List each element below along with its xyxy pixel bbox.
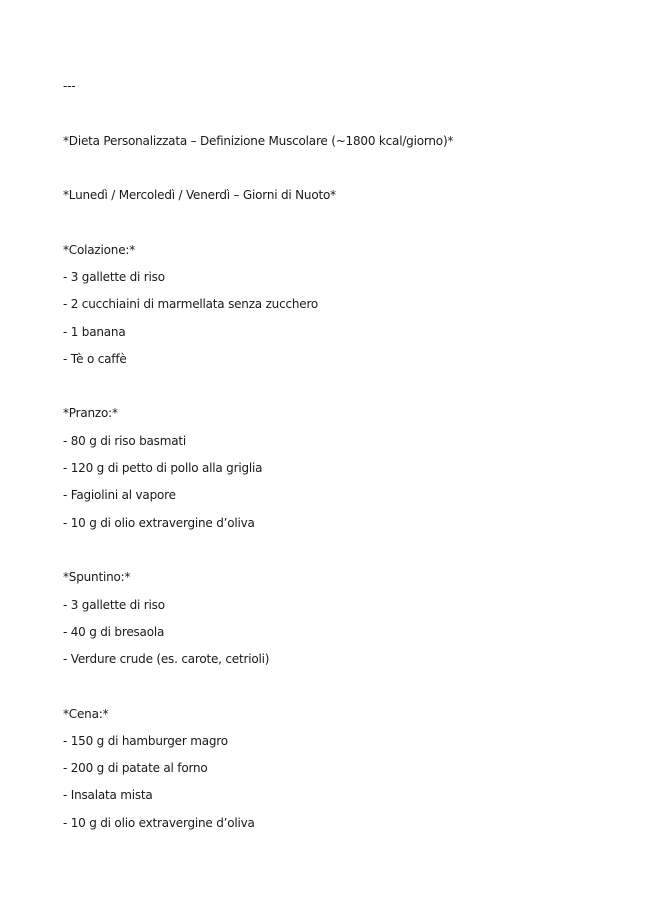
section-heading-colazione: *Colazione:*: [63, 243, 136, 257]
section-heading-spuntino: *Spuntino:*: [63, 570, 131, 584]
list-item: - 80 g di riso basmati: [63, 434, 187, 448]
section-heading-cena: *Cena:*: [63, 707, 109, 721]
list-item: - 40 g di bresaola: [63, 625, 165, 639]
section-heading-pranzo: *Pranzo:*: [63, 406, 118, 420]
list-item: - 10 g di olio extravergine d’oliva: [63, 816, 255, 830]
list-item: - 1 banana: [63, 325, 126, 339]
list-item: - Verdure crude (es. carote, cetrioli): [63, 652, 270, 666]
list-item: - 200 g di patate al forno: [63, 761, 208, 775]
list-item: - 120 g di petto di pollo alla griglia: [63, 461, 263, 475]
list-item: - Insalata mista: [63, 788, 153, 802]
document-subtitle: *Lunedì / Mercoledì / Venerdì – Giorni di Nuoto*: [63, 188, 336, 202]
list-item: - 2 cucchiaini di marmellata senza zucchero: [63, 297, 319, 311]
list-item: - 3 gallette di riso: [63, 598, 165, 612]
list-item: - Fagiolini al vapore: [63, 488, 176, 502]
document-title: *Dieta Personalizzata – Definizione Muscolare (~1800 kcal/giorno)*: [63, 134, 454, 148]
list-item: - Tè o caffè: [63, 352, 127, 366]
list-item: - 3 gallette di riso: [63, 270, 165, 284]
list-item: - 150 g di hamburger magro: [63, 734, 228, 748]
list-item: - 10 g di olio extravergine d’oliva: [63, 516, 255, 530]
separator-line: ---: [63, 79, 76, 93]
